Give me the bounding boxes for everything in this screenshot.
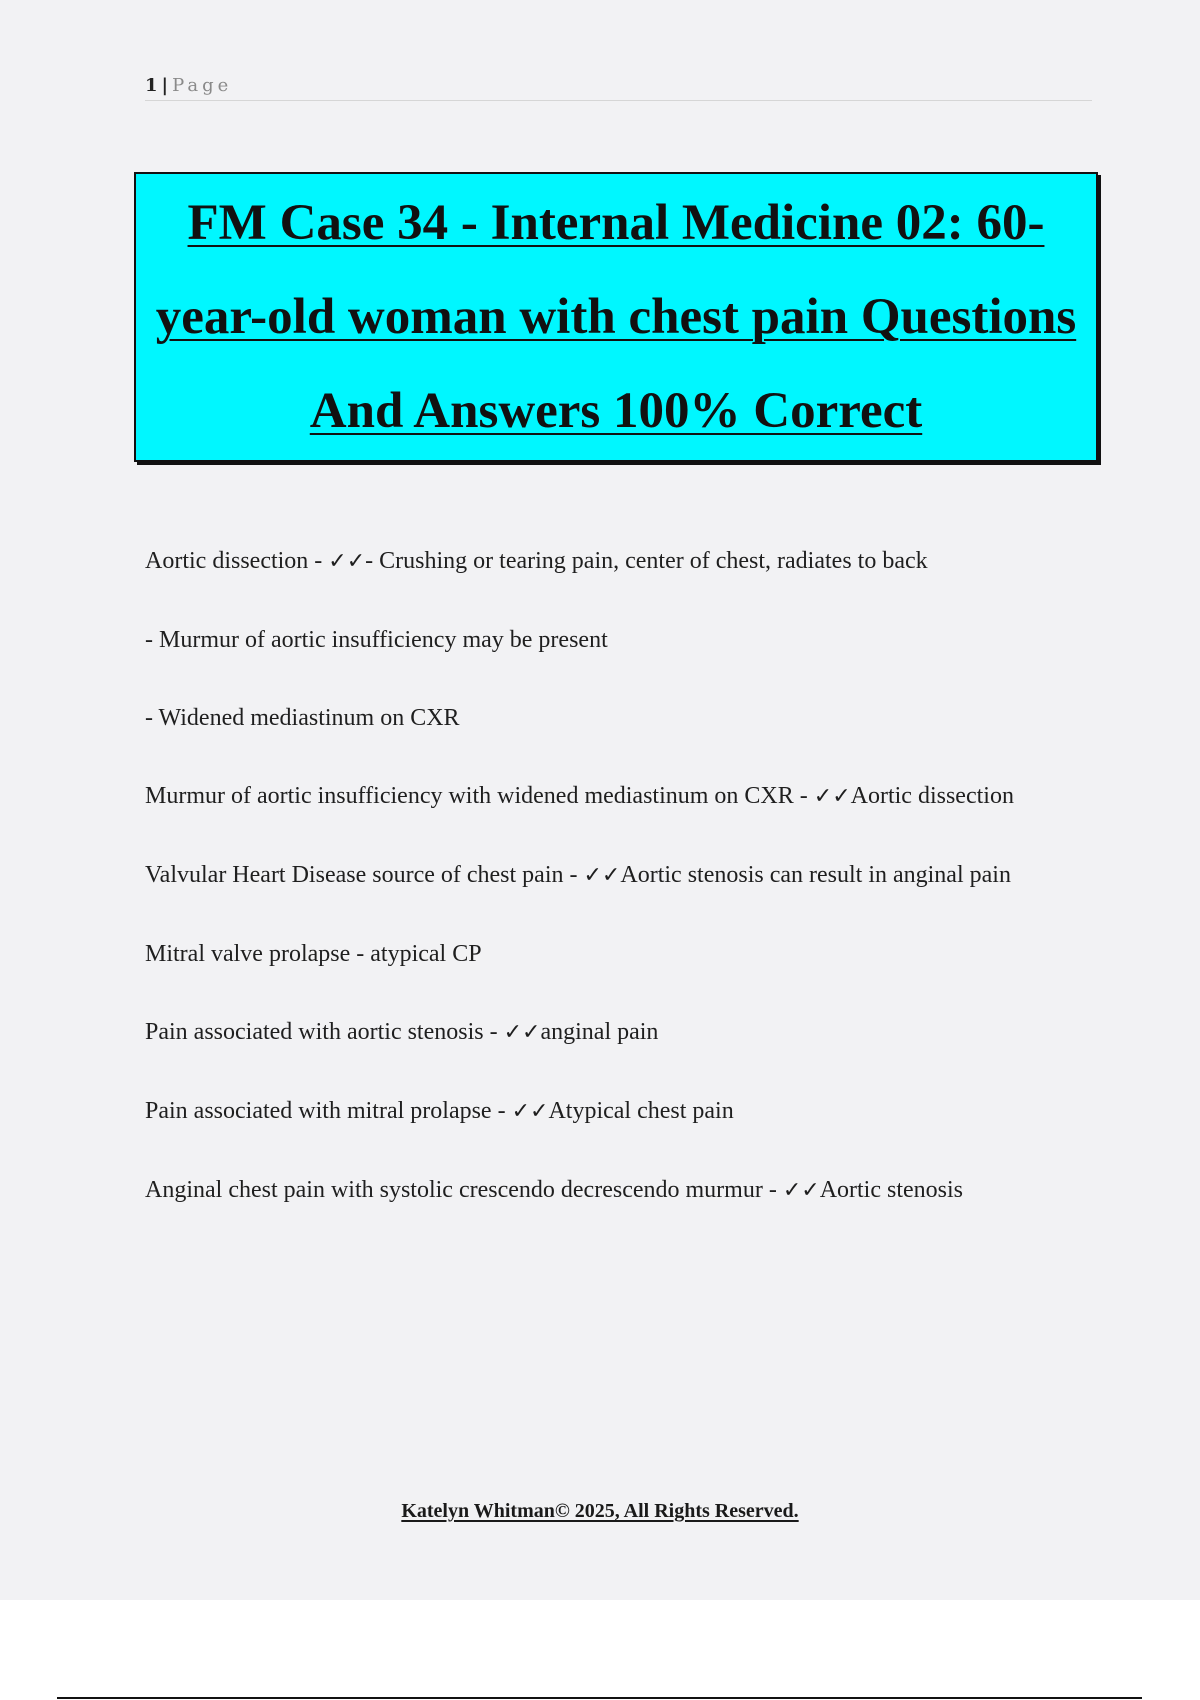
qa-item-murmur-mediastinum: Murmur of aortic insufficiency with widened mediastinum on CXR - ✓✓Aortic dissection <box>145 783 1014 809</box>
page-separator: | <box>161 75 169 96</box>
qa-item-aortic-stenosis-pain: Pain associated with aortic stenosis - ✓✓anginal pain <box>145 1019 659 1045</box>
title-box <box>134 172 1098 462</box>
page-word: Page <box>172 75 233 96</box>
double-check-icon: ✓✓ <box>583 863 621 888</box>
double-check-icon: ✓✓ <box>511 1099 549 1124</box>
page-number: 1 <box>145 75 158 96</box>
qa-item-crescendo-murmur: Anginal chest pain with systolic crescendo decrescendo murmur - ✓✓Aortic stenosis <box>145 1177 964 1203</box>
qa-item-murmur-note: - Murmur of aortic insufficiency may be present <box>145 627 608 653</box>
double-check-icon: ✓✓ <box>328 549 366 574</box>
qa-item-aortic-dissection: Aortic dissection - ✓✓- Crushing or tearing pain, center of chest, radiates to back <box>145 548 928 574</box>
qa-item-mediastinum-note: - Widened mediastinum on CXR <box>145 705 460 731</box>
copyright-text: Katelyn Whitman© 2025, All Rights Reserved. <box>401 1500 799 1522</box>
qa-item-valvular-disease: Valvular Heart Disease source of chest pain - ✓✓Aortic stenosis can result in anginal pain <box>145 862 1011 888</box>
document-title: FM Case 34 - Internal Medicine 02: 60-year-old woman with chest pain Questions And Answers 100% Correct <box>155 195 1077 439</box>
copyright-footer <box>0 1500 1200 1523</box>
double-check-icon: ✓✓ <box>782 1178 820 1203</box>
qa-item-mitral-prolapse-pain: Pain associated with mitral prolapse - ✓✓Atypical chest pain <box>145 1098 734 1124</box>
next-page-divider <box>57 1697 1142 1699</box>
qa-item-mitral-prolapse-note: Mitral valve prolapse - atypical CP <box>145 941 482 967</box>
double-check-icon: ✓✓ <box>503 1020 541 1045</box>
page-header <box>145 72 1092 101</box>
qa-content <box>145 530 1085 1222</box>
double-check-icon: ✓✓ <box>813 784 851 809</box>
